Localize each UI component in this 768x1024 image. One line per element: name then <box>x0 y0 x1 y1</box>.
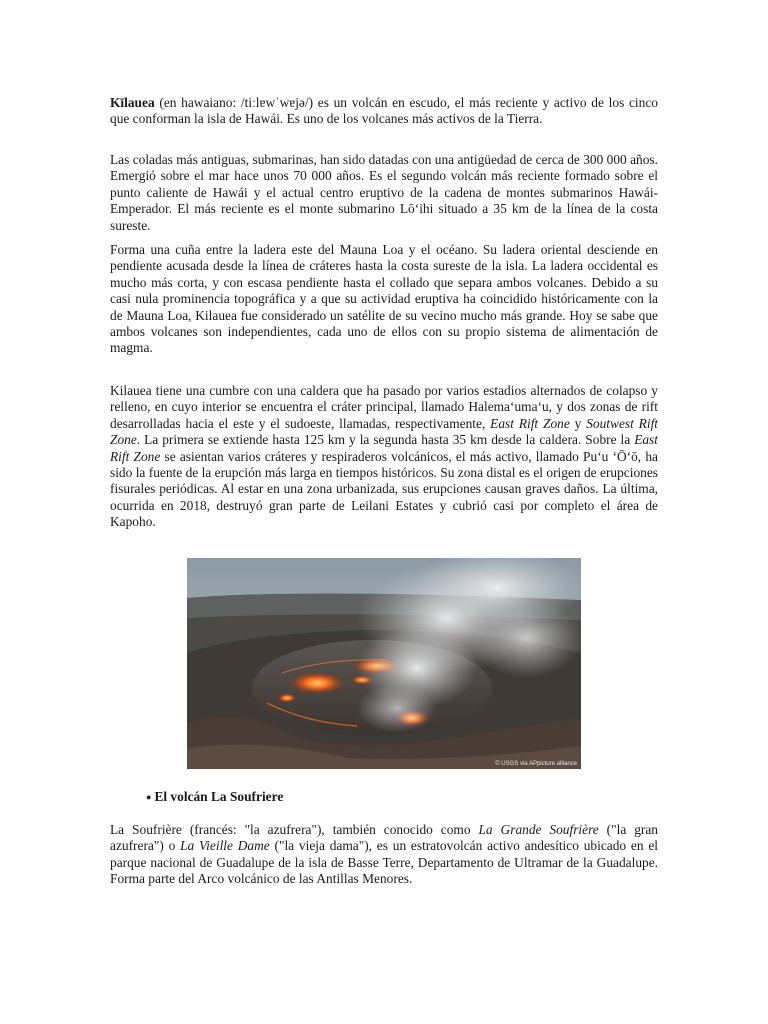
paragraph-text: (en hawaiano: /tiːlɐwˈwɐjə/) es un volcán en escudo, el más reciente y activo de los cinco que conforman la isla de Hawái. Es uno de los volcanes más activos de la Tierra. <box>110 95 658 127</box>
italic-east-rift-zone: East Rift Zone <box>490 415 570 431</box>
italic-grande-soufriere: La Grande Soufrière <box>478 822 599 837</box>
paragraph-kilauea-history: Las coladas más antiguas, submarinas, han sido datadas con una antigüedad de cerca de 300 000 años. Emergió sobre el mar hace unos 70 000 años. Es el segundo volcán más reciente formado sobre el punto caliente de Hawái y el actual centro eruptivo de la cadena de montes submarinos Hawái-Emperador. El más reciente es el monte submarino Lōʻihi situado a 35 km de la línea de la costa sureste. <box>110 152 658 233</box>
crater-image <box>187 558 581 769</box>
section-heading-text: El volcán La Soufriere <box>154 789 284 804</box>
bullet-icon: ● <box>146 792 152 802</box>
paragraph-text: Kilauea tiene una cumbre con una caldera que ha pasado por varios estadios alternados de colapso y relleno, en cuyo interior se encuentra el cráter principal, llamado Halemaʻumaʻu, y dos zonas de rift desarrolladas hacia el este y el sudoeste, llamadas, respectivamente, <box>110 383 658 431</box>
term-kilauea: Kīlauea <box>110 95 155 110</box>
paragraph-text: La Soufrière (francés: "la azufrera"), también conocido como <box>110 822 479 837</box>
paragraph-text: ("la gran azufrera") o <box>110 822 659 854</box>
volcano-crater-photo <box>187 558 581 769</box>
paragraph-text: se asientan varios cráteres y respiraderos volcánicos, el más activo, llamado Puʻu ʻŌʻō, ha sido la fuente de la erupción más larga en tiempos históricos. Su zona distal es el origen de erupciones fisurales periódicas. Al estar en una zona urbanizada, sus erupciones causan graves daños. La última, ocurrida en 2018, destruyó gran parte de Leilani Estates y cubrió casi por completo el área de Kapoho. <box>110 448 658 530</box>
paragraph-kilauea-intro <box>110 95 658 128</box>
italic-vieille-dame: La Vieille Dame <box>180 838 270 854</box>
paragraph-text: y <box>569 415 587 431</box>
paragraph-kilauea-geography: Forma una cuña entre la ladera este del Mauna Loa y el océano. Su ladera oriental desciende en pendiente acusada desde la línea de cráteres hasta la costa sureste de la isla. La ladera occidental es mucho más corta, y con escasa pendiente hasta el collado que separa ambos volcanes. Debido a su casi nula prominencia topográfica y a que su actividad eruptiva ha coincidido históricamente con la de Mauna Loa, Kilauea fue considerado un satélite de su vecino mucho más grande. Hoy se sabe que ambos volcanes son independientes, cada uno de ellos con su propio sistema de alimentación de magma. <box>110 242 658 356</box>
italic-southwest-rift-zone: Soutwest Rift Zone <box>110 415 659 448</box>
paragraph-text: ("la vieja dama"), es un estratovolcán activo andesítico ubicado en el parque nacional de Guadalupe de la isla de Basse Terre, Departamento de Ultramar de la Guadalupe. Forma parte del Arco volcánico de las Antillas Menores. <box>110 838 658 887</box>
photo-credit: © USGS via APpicture alliance <box>495 761 577 767</box>
paragraph-text: . La primera se extiende hasta 125 km y la segunda hasta 35 km desde la caldera. Sobre la <box>136 432 635 448</box>
paragraph-kilauea-caldera <box>110 383 658 531</box>
section-heading-la-soufriere <box>146 789 283 805</box>
italic-east-rift-zone: East Rift Zone <box>110 432 658 464</box>
paragraph-la-soufriere <box>110 822 658 888</box>
